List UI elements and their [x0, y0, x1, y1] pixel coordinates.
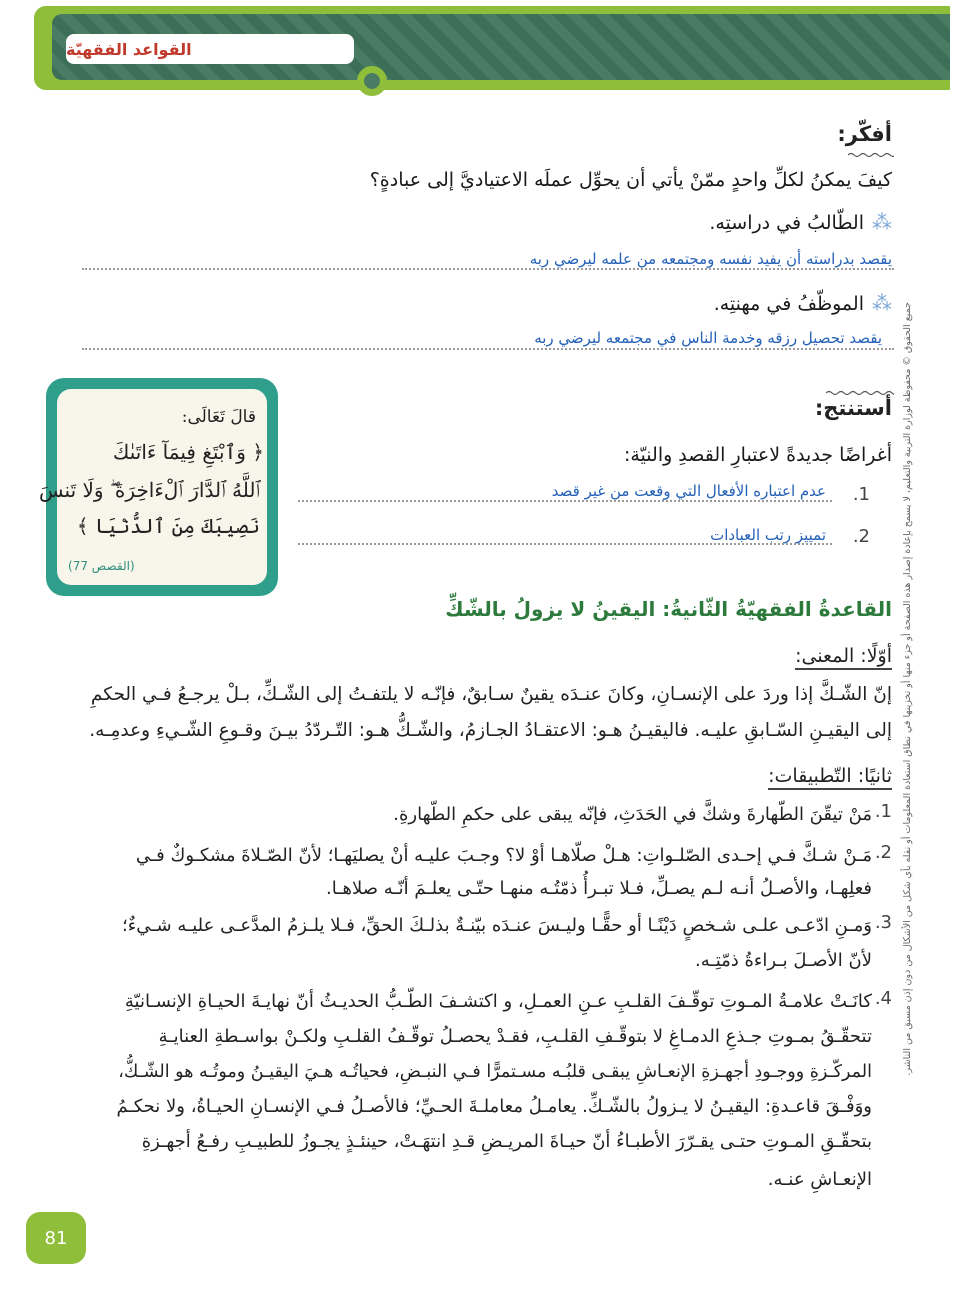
app-line: الإنعـاشِ عنـه. — [767, 1169, 872, 1190]
app-line: كانَـتْ علامـةُ المـوتِ توقّـفَ القلـبِ عـنِ العمـلِ، و اكتشـفَ الطّـبُّ الحديـثُ أنّ نهايـةَ الحيـاةِ الإنسـانيّةِ — [124, 991, 872, 1012]
verse-reference: (القصص 77) — [68, 559, 135, 573]
app-line: ووَفْـقَ قاعـدةِ: اليقيـنُ لا يـزولُ بالشّـكِّ. يعامـلُ معاملـةَ الحـيِّ؛ فالأصـلُ فـي الإنسـانِ الحيـاةُ، ولا نحكـمُ — [116, 1096, 872, 1117]
app-num-2: 2. — [874, 842, 892, 863]
think-title: أفكّر: — [837, 122, 892, 146]
dotted-line — [82, 268, 894, 270]
think-question: كيفَ يمكنُ لكلِّ واحدٍ ممّنْ يأتي أن يحوِّل عملَه الاعتياديَّ إلى عبادةٍ؟ — [369, 169, 892, 191]
think-answer-2: يقصد تحصيل رزقه وخدمة الناس في مجتمعه ليرضي ربه — [534, 329, 882, 347]
dotted-line — [82, 348, 894, 350]
app-line: بتحقّـقِ المـوتِ حتـى يقـرّرَ الأطبـاءُ أنّ حيـاةَ المريـضِ قـدِ انتهَـتْ، حينئـذٍ يجـوزُ للطبيـبِ رفـعُ أجهـزةِ — [141, 1131, 872, 1152]
app-num-3: 3. — [874, 912, 892, 933]
copyright-notice: جميع الحقوق © محفوظة لوزارة التربية والتعليم، لا يسمح بإعادة إصدار هذه الصفحة أو جزء منها أو تخزينها في نطاق استعادة المعلومات أو نقله بأي شكل من الأشكال من دون إذن مسبق من الناشر. — [902, 302, 913, 1076]
meaning-line-1: إنّ الشّـكَّ إذا وردَ على الإنسـانِ، وكانَ عنـدَه يقينٌ سـابقٌ، فإنّـه لا يلتفـتُ إلى الشّـكِّ، بـلْ يرجـعُ فـي الحكمِ — [90, 684, 892, 705]
deduce-num-1: 1. — [852, 484, 870, 505]
deduce-intro: أغراضًا جديدةً لاعتبارِ القصدِ والنيّة: — [623, 444, 892, 466]
ring-decoration — [357, 66, 387, 96]
verse-line-2: ٱللَّهُ ٱلدَّارَ ٱلْءَاخِرَةَ ۖ وَلَا تَنسَ — [39, 478, 260, 502]
think-item-label: الموظّفُ في مهنتِه. — [713, 293, 864, 315]
dotted-line — [298, 500, 832, 502]
verse-intro: قالَ تَعَالَى: — [181, 407, 256, 427]
squiggle-underline — [848, 152, 894, 158]
think-answer-1: يقصد بدراسته أن يفيد نفسه ومجتمعه من علمه ليرضي ربه — [529, 250, 892, 268]
app-line: مَـنْ شـكَّ فـي إحـدى الصّلـواتِ: هـلْ صلّاهـا أوْ لا؟ وجـبَ عليـه أنْ يصليَهـا؛ لأنّ الصّـلاةَ مشكـوكٌ فـي — [135, 845, 872, 866]
squiggle-overline — [826, 390, 894, 396]
app-line: تتحقّـقُ بمـوتِ جـذعِ الدمـاغِ لا بتوقّـفِ القلـبِ، فقـدْ يحصـلُ توقّـفُ القلـبِ ولكـنْ بواسـطةِ العنايـةِ — [158, 1026, 872, 1047]
app-line: المركّـزةِ ووجـودِ أجهـزةِ الإنعـاشِ يبقـى قلبُـه مسـتمرًّا فـي النبـضِ، فحياتُـه هـيَ اليقيـنُ وموتُـه هو الشّـكُّ، — [118, 1062, 872, 1082]
meaning-line-2: إلى اليقيـنِ السّـابقِ عليـه. فاليقيـنُ هـو: الاعتقـادُ الجـازمُ، والشّـكُّ هـو: التّـردّدُ بيـنَ وقـوعِ الشّـيءِ وعدمِـه. — [89, 720, 892, 741]
star-icon: ⁂ — [872, 291, 892, 315]
app-line: وَمـنِ ادّعـى علـى شـخصٍ دَيْنًـا أو حقًّـا وليـسَ عنـدَه بيّنـةٌ بذلـكَ الحقِّ، فـلا يلـزمُ المدَّعـى عليـه شـيءٌ؛ — [122, 915, 872, 936]
app-line: مَنْ تيقّنَ الطّهارةَ وشكَّ في الحَدَثِ، فإنّه يبقى على حكمِ الطّهارةِ. — [393, 804, 872, 825]
deduce-answer-1: عدم اعتباره الأفعال التي وقعت من غير قصد — [551, 482, 826, 500]
deduce-title: أستنتج: — [814, 396, 892, 420]
think-item-label: الطّالبُ في دراستِه. — [709, 212, 864, 234]
app-line: فعلِهـا، والأصـلُ أنـه لـم يصـلِّ، فـلا تبـرأُ ذمّتُـه منهـا حتّـى يعلـمَ أنّـه صلاهـا. — [325, 878, 872, 899]
page-number: 81 — [26, 1212, 86, 1264]
deduce-answer-2: تمييز رتب العبادات — [710, 526, 826, 544]
app-line: لأنّ الأصـلَ بـراءةُ ذمّتِـه. — [695, 950, 872, 971]
think-item-1 — [709, 207, 892, 238]
verse-line-1: ﴿ وَٱبْتَغِ فِيمَآ ءَاتَىٰكَ — [112, 440, 264, 464]
app-num-4: 4. — [874, 988, 892, 1009]
verse-line-3: نَصِيبَكَ مِنَ ٱلدُّنْيَا ﴾ — [76, 514, 260, 538]
chapter-title: القواعد الفقهيّة — [66, 34, 354, 64]
rule-title: القاعدةُ الفقهيّةُ الثّانيةُ: اليقينُ لا يزولُ بالشّكِّ — [445, 597, 892, 621]
dotted-line — [298, 543, 832, 545]
applications-title: ثانيًا: التّطبيقات: — [768, 765, 892, 790]
deduce-num-2: 2. — [852, 526, 870, 547]
star-icon: ⁂ — [872, 210, 892, 234]
meaning-title: أوّلًا: المعنى: — [795, 645, 892, 670]
app-num-1: 1. — [874, 801, 892, 822]
think-item-2 — [714, 288, 892, 319]
